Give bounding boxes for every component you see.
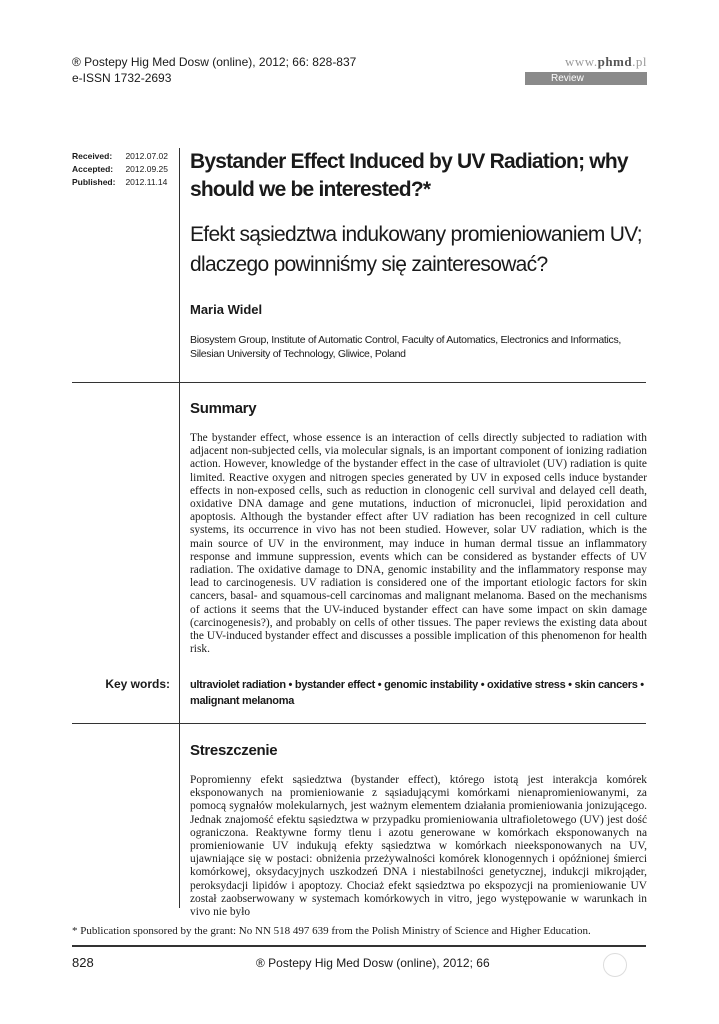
site-header <box>525 54 647 85</box>
keywords-list: ultraviolet radiation • bystander effect • genomic instability • oxidative stress • skin cancers • malignant melanoma <box>190 679 644 707</box>
article-type-badge: Review <box>525 72 647 85</box>
keywords-label: Key words: <box>105 677 170 691</box>
eissn: e-ISSN 1732-2693 <box>72 71 172 85</box>
article-title: Bystander Effect Induced by UV Radiation; why should we be interested?* <box>190 150 628 201</box>
received-label: Received: <box>72 151 113 161</box>
funding-footnote: * Publication sponsored by the grant: No NN 518 497 639 from the Polish Ministry of Science and Higher Education. <box>72 925 591 937</box>
page-number: 828 <box>72 955 94 970</box>
margin-divider <box>179 148 180 908</box>
journal-citation: ® Postepy Hig Med Dosw (online), 2012; 66: 828-837 <box>72 55 357 69</box>
footer-citation: ® Postepy Hig Med Dosw (online), 2012; 66 <box>256 956 490 970</box>
author-affiliation: Biosystem Group, Institute of Automatic Control, Faculty of Automatics, Electronics and Informatics, Silesian University of Technology, Gliwice, Poland <box>190 334 622 360</box>
received-date: 2012.07.02 <box>125 151 168 161</box>
watermark-icon <box>603 953 627 977</box>
accepted-label: Accepted: <box>72 164 114 174</box>
author-name: Maria Widel <box>190 302 263 317</box>
article-dates <box>72 150 168 189</box>
published-label: Published: <box>72 177 116 187</box>
published-date: 2012.11.14 <box>125 177 168 187</box>
accepted-date: 2012.09.25 <box>125 164 168 174</box>
streszczenie-heading: Streszczenie <box>190 742 278 759</box>
article-title-polish: Efekt sąsiedztwa indukowany promieniowaniem UV; dlaczego powinniśmy się zainteresować? <box>190 223 642 276</box>
site-link[interactable]: www.phmd.pl <box>565 54 647 69</box>
section-divider <box>72 382 646 383</box>
footer-divider <box>72 945 646 947</box>
summary-text: The bystander effect, whose essence is an interaction of cells directly subjected to radiation with adjacent non-subjected cells, via molecular signals, is an important component of ionizing radiation action. However, knowledge of the bystander effect in the case of ultraviolet (UV) radiation is quite limited. Reactive oxygen and nitrogen species generated by UV in exposed cells induce bystander effects in non-exposed cells, such as reduction in clonogenic cell survival and delayed cell death, oxidative DNA damage and gene mutations, induction of micronuclei, lipid peroxidation and apoptosis. Although the bystander effect after UV radiation has been recognized in cell culture systems, its occurrence in vivo has not been studied. However, solar UV radiation, which is the main source of UV in the environment, may induce in human dermal tissue an inflammatory response and immune suppression, events which can be considered as bystander effects of UV radiation. The oxidative damage to DNA, genomic instability and the inflammatory response may lead to carcinogenesis. UV radiation is considered one of the important etiologic factors for skin cancers, basal- and squamous-cell carcinomas and malignant melanoma. Based on the mechanisms of actions it seems that the UV-induced bystander effect can have some impact on skin damage (carcinogenesis?), and probably on cells of other tissues. The paper reviews the existing data about the UV-induced bystander effect and discusses a possible implication of this phenomenon for health risk. <box>190 432 647 656</box>
section-divider <box>72 723 646 724</box>
journal-header <box>72 54 356 86</box>
streszczenie-text: Popromienny efekt sąsiedztwa (bystander effect), którego istotą jest interakcja komórek eksponowanych na promieniowanie z sąsiadującymi komórkami nienapromieniowanymi, za pomocą sygnałów molekularnych, jest ważnym elementem działania promieniowania jonizującego. Jednak znajomość efektu sąsiedztwa w przypadku promieniowania ultrafioletowego (UV) jest dość ograniczona. Reaktywne formy tlenu i azotu generowane w komórkach eksponowanych na promieniowanie UV indukują efekty sąsiedztwa w komórkach nieeksponowanych na UV, ujawniające się w postaci: obniżenia przeżywalności komórek klonogennych i opóźnionej śmierci komórkowej, oksydacyjnych uszkodzeń DNA i niestabilności genetycznej, indukcji mikrojąder, peroksydacji lipidów i apoptozy. Chociaż efekt sąsiedztwa po ekspozycji na promieniowanie UV został zaobserwowany w systemach komórkowych in vitro, jego występowanie w warunkach in vivo nie było <box>190 774 647 919</box>
summary-heading: Summary <box>190 400 257 417</box>
